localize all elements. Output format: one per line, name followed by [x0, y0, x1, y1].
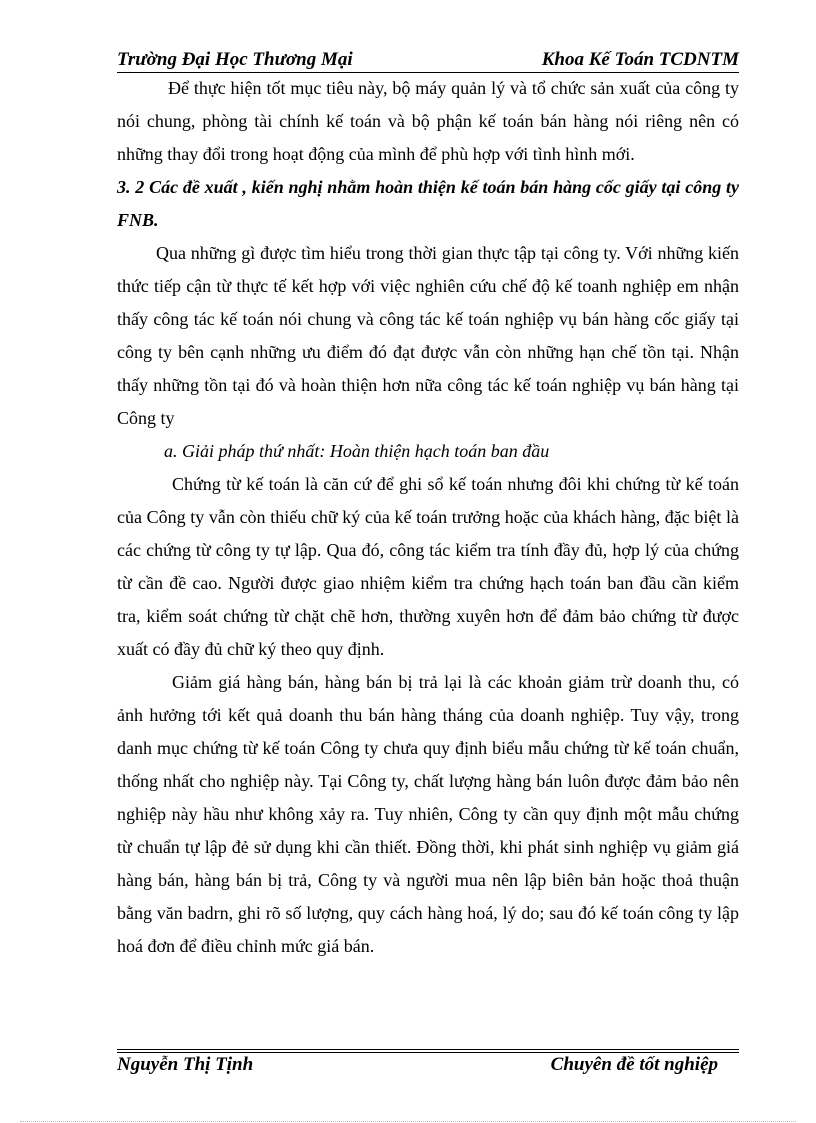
- footer-divider: [117, 1049, 739, 1050]
- footer-divider-double: [117, 1052, 739, 1053]
- section-heading: 3. 2 Các đề xuất , kiến nghị nhằm hoàn thiện kế toán bán hàng cốc giấy tại công ty FNB.: [117, 177, 739, 230]
- page-header: [117, 49, 739, 73]
- paragraph-intro: Để thực hiện tốt mục tiêu này, bộ máy quản lý và tổ chức sản xuất của công ty nói chung, phòng tài chính kế toán và bộ phận kế toán bán hàng nói riêng nên có những thay đổi trong hoạt động của mình để phù hợp với tình hình mới.: [117, 78, 739, 164]
- paragraph-findings: Qua những gì được tìm hiểu trong thời gian thực tập tại công ty. Với những kiến thức tiếp cận từ thực tế kết hợp với việc nghiên cứu chế độ kế toanh nghiệp em nhận thấy công tác kế toán nói chung và công tác kế toán nghiệp vụ bán hàng cốc giấy tại công ty bên cạnh những ưu điểm đó đạt được vẫn còn những hạn chế tồn tại. Nhận thấy những tồn tại đó và hoàn thiện hơn nữa công tác kế toán nghiệp vụ bán hàng tại Công ty: [117, 243, 739, 428]
- header-faculty: Khoa Kế Toán TCDNTM: [541, 49, 739, 70]
- paragraph-documents: Chứng từ kế toán là căn cứ để ghi sổ kế toán nhưng đôi khi chứng từ kế toán của Công ty vẫn còn thiếu chữ ký của kế toán trưởng hoặc của khách hàng, đặc biệt là các chứng từ công ty tự lập. Qua đó, công tác kiểm tra tính đầy đủ, hợp lý của chứng từ cần đề cao. Người được giao nhiệm kiểm tra chứng hạch toán ban đầu cần kiểm tra, kiểm soát chứng từ chặt chẽ hơn, thường xuyên hơn để đảm bảo chứng từ được xuất có đầy đủ chữ ký theo quy định.: [117, 474, 739, 659]
- subsection-heading: a. Giải pháp thứ nhất: Hoàn thiện hạch toán ban đầu: [164, 441, 550, 461]
- page-footer: [117, 1054, 718, 1080]
- footer-title: Chuyên đề tốt nghiệp: [550, 1054, 718, 1075]
- footer-author: Nguyễn Thị Tịnh: [117, 1054, 254, 1075]
- paragraph-discounts: Giảm giá hàng bán, hàng bán bị trả lại là các khoản giảm trừ doanh thu, có ảnh hưởng tới kết quả doanh thu bán hàng tháng của doanh nghiệp. Tuy vậy, trong danh mục chứng từ kế toán Công ty chưa quy định biểu mẫu chứng từ kế toán chuẩn, thống nhất cho nghiệp này. Tại Công ty, chất lượng hàng bán luôn được đảm bảo nên nghiệp này hầu như không xảy ra. Tuy nhiên, Công ty cần quy định một mẫu chứng từ chuẩn tự lập đẻ sử dụng khi cần thiết. Đồng thời, khi phát sinh nghiệp vụ giảm giá hàng bán, hàng bán bị trả, Công ty và người mua nên lập biên bản hoặc thoả thuận bằng văn badrn, ghi rõ số lượng, quy cách hàng hoá, lý do; sau đó kế toán công ty lập hoá đơn để điều chỉnh mức giá bán.: [117, 672, 739, 956]
- header-school: Trường Đại Học Thương Mại: [117, 49, 353, 70]
- page-edge: [20, 1121, 796, 1122]
- document-body: [117, 72, 739, 963]
